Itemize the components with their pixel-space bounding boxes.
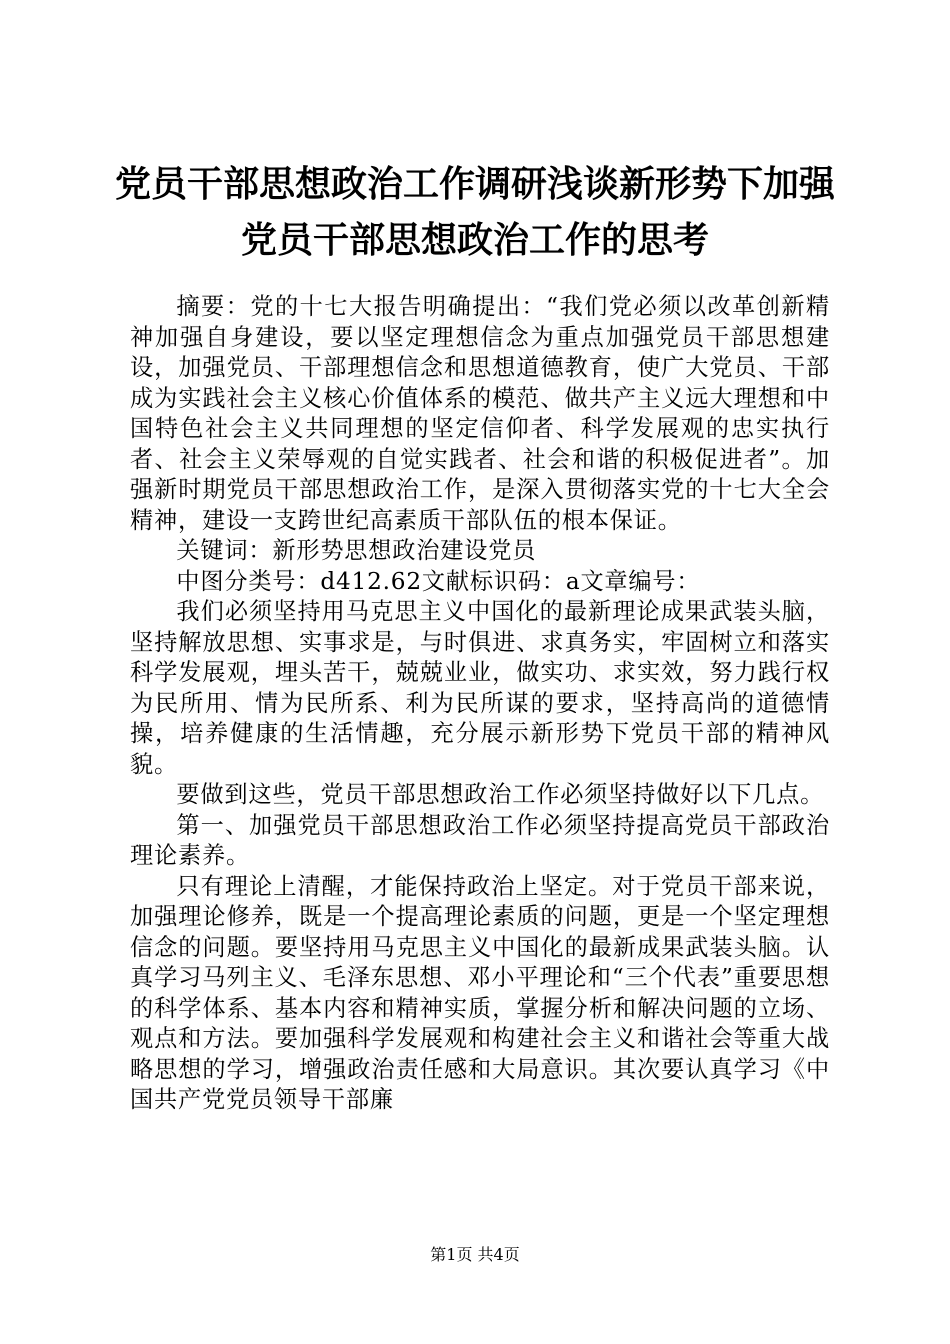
document-title-line-1: 党员干部思想政治工作调研浅谈新形势下加强 bbox=[114, 163, 835, 205]
page-footer: 第1页 共4页 bbox=[430, 1245, 520, 1264]
classification-paragraph: 中图分类号：d412.62文献标识码：a文章编号： bbox=[176, 567, 701, 595]
body-paragraph: 要做到这些，党员干部思想政治工作必须坚持做好以下几点。 bbox=[176, 781, 825, 808]
document-body bbox=[130, 292, 830, 1116]
abstract-paragraph: 摘要：党的十七大报告明确提出：“我们党必须以改革创新精神加强自身建设，要以坚定理想信念为重点加强党员干部思想建设，加强党员、干部理想信念和思想道德教育，使广大党员、干部成为实践社会主义核心价值体系的模范、做共产主义远大理想和中国特色社会主义共同理想的坚定信仰者、科学发展观的忠实执行者、社会主义荣辱观的自觉实践者、社会和谐的积极促进者”。加强新时期党员干部思想政治工作，是深入贯彻落实党的十七大全会精神，建设一支跨世纪高素质干部队伍的根本保证。 bbox=[130, 293, 830, 534]
body-paragraph: 只有理论上清醒，才能保持政治上坚定。对于党员干部来说，加强理论修养，既是一个提高理论素质的问题，更是一个坚定理想信念的问题。要坚持用马克思主义中国化的最新成果武装头脑。认真学习马列主义、毛泽东思想、邓小平理论和“三个代表”重要思想的科学体系、基本内容和精神实质，掌握分析和解决问题的立场、观点和方法。要加强科学发展观和构建社会主义和谐社会等重大战略思想的学习，增强政治责任感和大局意识。其次要认真学习《中国共产党党员领导干部廉 bbox=[130, 872, 830, 1113]
body-paragraph: 我们必须坚持用马克思主义中国化的最新理论成果武装头脑，坚持解放思想、实事求是，与时俱进、求真务实，牢固树立和落实科学发展观，埋头苦干，兢兢业业，做实功、求实效，努力践行权为民所用、情为民所系、利为民所谋的要求，坚持高尚的道德情操，培养健康的生活情趣，充分展示新形势下党员干部的精神风貌。 bbox=[130, 598, 830, 778]
document-title-line-2: 党员干部思想政治工作的思考 bbox=[240, 219, 709, 261]
keywords-paragraph: 关键词：新形势思想政治建设党员 bbox=[176, 537, 537, 564]
section-heading-paragraph: 第一、加强党员干部思想政治工作必须坚持提高党员干部政治理论素养。 bbox=[130, 811, 830, 869]
